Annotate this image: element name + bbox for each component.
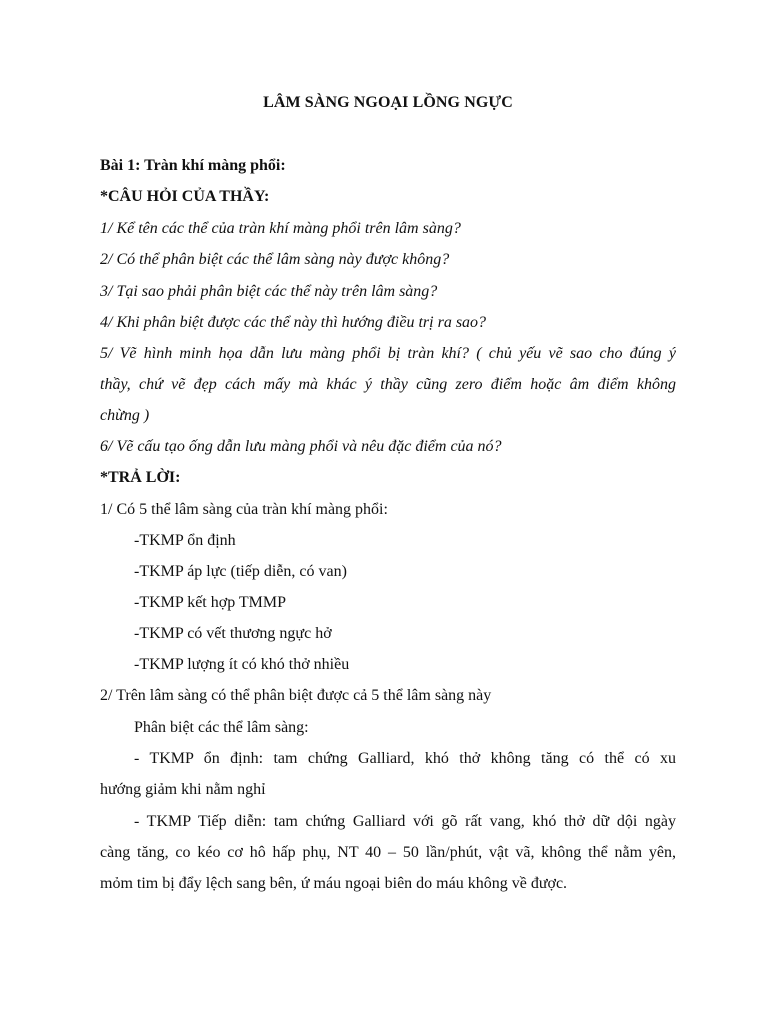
answer-1-item: -TKMP lượng ít có khó thở nhiều	[134, 656, 350, 673]
question-4: 4/ Khi phân biệt được các thể này thì hướng điều trị ra sao?	[100, 314, 487, 331]
answer-2-intro: 2/ Trên lâm sàng có thể phân biệt được cả 5 thể lâm sàng này	[100, 687, 492, 704]
answer-1-intro: 1/ Có 5 thể lâm sàng của tràn khí màng phổi:	[100, 501, 388, 518]
answer-1-item: -TKMP áp lực (tiếp diễn, có van)	[134, 563, 347, 580]
questions-heading: *CÂU HỎI CỦA THẦY:	[100, 188, 270, 205]
document-title: LÂM SÀNG NGOẠI LỒNG NGỰC	[263, 94, 513, 111]
question-3: 3/ Tại sao phải phân biệt các thể này trên lâm sàng?	[100, 283, 438, 300]
question-6: 6/ Vẽ cấu tạo ống dẫn lưu màng phổi và nêu đặc điểm của nó?	[100, 438, 502, 455]
answers-heading: *TRẢ LỜI:	[100, 469, 181, 486]
answer-2-paragraph-2-line-2: càng tăng, co kéo cơ hô hấp phụ, NT 40 – 50 lần/phút, vật vã, không thể nằm yên,	[100, 844, 676, 861]
answer-2-paragraph-1-line-2: hướng giảm khi nằm nghỉ	[100, 781, 266, 798]
question-1: 1/ Kể tên các thể của tràn khí màng phổi trên lâm sàng?	[100, 220, 461, 237]
answer-2-paragraph-2-line-3: mỏm tim bị đẩy lệch sang bên, ứ máu ngoại biên do máu không về được.	[100, 875, 568, 892]
answer-1-item: -TKMP có vết thương ngực hở	[134, 625, 332, 642]
answer-2-subheading: Phân biệt các thể lâm sàng:	[134, 719, 309, 736]
answer-2-paragraph-2-line-1: - TKMP Tiếp diễn: tam chứng Galliard với gõ rất vang, khó thở dữ dội ngày	[134, 813, 676, 830]
question-2: 2/ Có thể phân biệt các thể lâm sàng này được không?	[100, 251, 450, 268]
question-5-line-3: chừng )	[100, 407, 150, 424]
lesson-heading: Bài 1: Tràn khí màng phổi:	[100, 157, 286, 174]
answer-1-item: -TKMP kết hợp TMMP	[134, 594, 287, 611]
question-5-line-2: thầy, chứ vẽ đẹp cách mấy mà khác ý thầy cũng zero điểm hoặc âm điểm không	[100, 376, 676, 393]
question-5-line-1: 5/ Vẽ hình minh họa dẫn lưu màng phổi bị tràn khí? ( chủ yếu vẽ sao cho đúng ý	[100, 345, 676, 362]
answer-1-item: -TKMP ổn định	[134, 532, 236, 549]
answer-2-paragraph-1-line-1: - TKMP ổn định: tam chứng Galliard, khó thở không tăng có thể có xu	[134, 750, 676, 767]
document-page	[100, 0, 676, 1024]
